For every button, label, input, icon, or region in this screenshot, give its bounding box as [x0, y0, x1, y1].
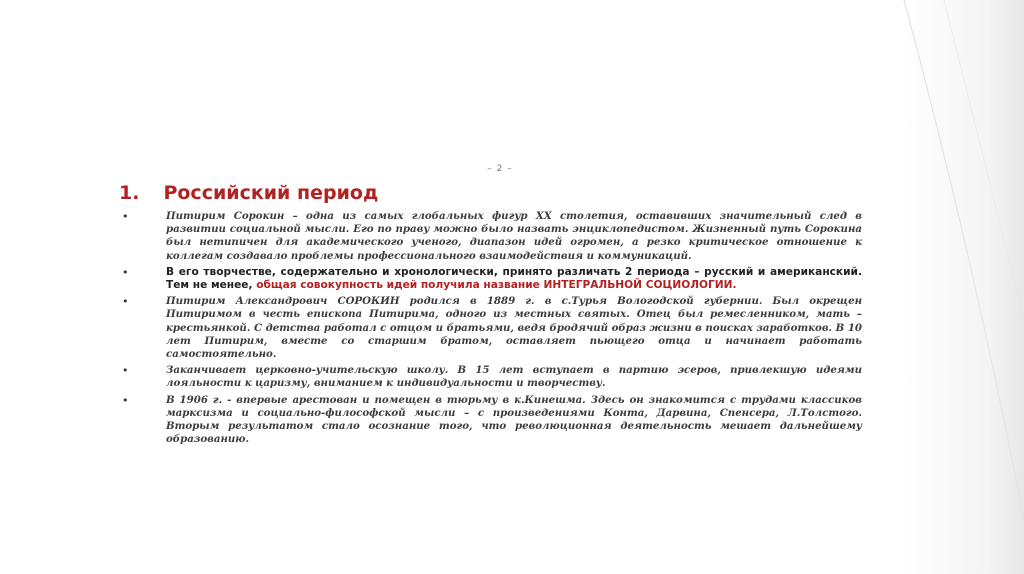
list-item-text: Питирим Александрович СОРОКИН родился в 1889 г. в с.Турья Вологодской губернии. Был окрещен Питиримом в честь епископа Питирима, одного из местных святых. Отец был ремесленником, мать – крестьянкой. С детства работал с отцом и братьями, ведя бродячий образ жизни в поисках заработков. В 10 лет Питирим, вместе со старшим братом, оставляет пьющего отца и начинает работать самостоятельно.	[166, 295, 862, 361]
section-title: Российский период	[163, 182, 379, 204]
list-item	[122, 364, 862, 390]
bullet-marker: •	[122, 364, 129, 378]
page-edge-shadow	[904, 0, 1024, 574]
bullet-marker: •	[122, 210, 129, 223]
list-item	[122, 266, 862, 292]
list-item-text	[166, 266, 862, 291]
section-number: 1.	[119, 182, 140, 204]
list-item-text: Питирим Сорокин – одна из самых глобальных фигур XX столетия, оставивших значительный след в развитии социальной мысли. Его по праву можно было назвать энциклопедистом. Жизненный путь Сорокина был нетипичен для академического ученого, диапазон идей огромен, а резко критическое отношение к коллегам создавало проблемы профессионального взаимодействия и коммуникаций.	[166, 210, 862, 262]
page-number: – 2 –	[487, 164, 513, 174]
list-item	[122, 295, 862, 361]
list-item-text-main: В его творчестве, содержательно и хронологически, принято различать 2 периода – русский и американский. Тем не менее,	[166, 265, 862, 292]
bullet-marker: •	[122, 295, 129, 309]
list-item	[122, 210, 862, 263]
list-item-text: В 1906 г. - впервые арестован и помещен в тюрьму в к.Кинешма. Здесь он знакомится с трудами классиков марксизма и социально-философской мысли – с произведениями Конта, Дарвина, Спенсера, Л.Толстого. Вторым результатом стало осознание того, что революционная деятельность мешает дальнейшему образованию.	[166, 393, 862, 446]
list-item-text: Заканчивает церковно-учительскую школу. В 15 лет вступает в партию эсеров, привлекшую идеями лояльности к царизму, вниманием к индивидуальности и творчеству.	[166, 364, 862, 390]
bullet-list	[122, 210, 862, 449]
section-heading	[119, 182, 378, 204]
page-curl-decoration	[884, 0, 1024, 574]
bullet-marker: •	[122, 265, 129, 279]
bullet-marker: •	[122, 393, 129, 407]
highlighted-phrase: общая совокупность идей получила название ИНТЕГРАЛЬНОЙ СОЦИОЛОГИИ.	[256, 279, 737, 292]
list-item	[122, 394, 862, 447]
